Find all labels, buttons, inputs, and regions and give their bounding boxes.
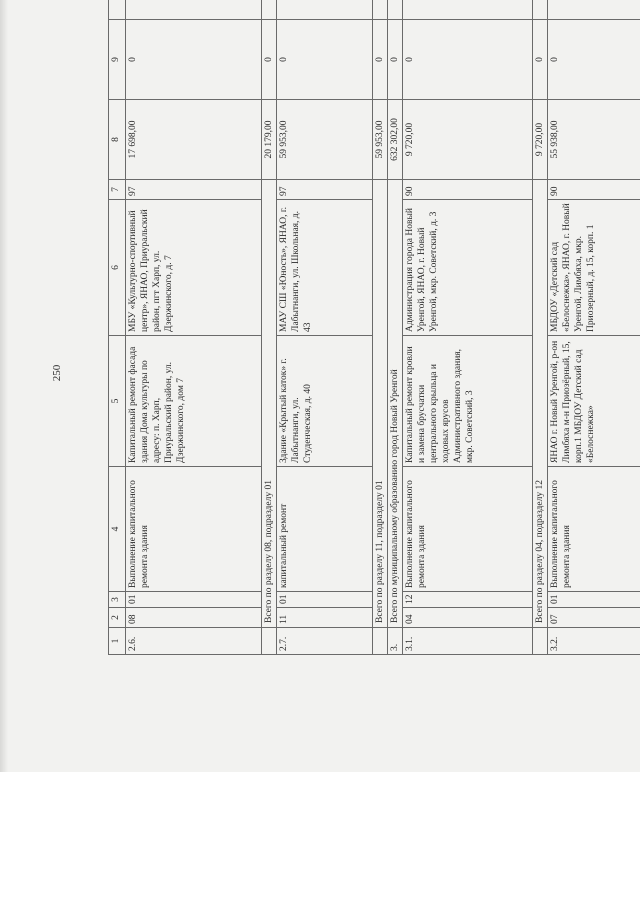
amount-cell bbox=[373, 0, 388, 20]
header-cell: 6 bbox=[109, 200, 126, 336]
row-number: 2.6. bbox=[126, 628, 262, 655]
subtotal-label: Всего по разделу 04, подразделу 12 bbox=[533, 180, 548, 628]
amount-cell bbox=[388, 0, 403, 20]
institution: МБДОУ «Детский сад «Белоснежка», ЯНАО, г. Новый Уренгой, Лимбяха, мкр. Приозерный, д. 15, корп. 1 bbox=[548, 200, 640, 336]
subtotal-label: Всего по разделу 08, подразделу 01 bbox=[262, 180, 277, 628]
scan-edge-shadow bbox=[0, 0, 8, 772]
page-number: 250 bbox=[51, 364, 63, 382]
object-description: Капитальный ремонт кровли и замена брусчатки центрального крыльца и ходовых ярусов Административного здания, мкр. Советский, 3 bbox=[403, 336, 533, 467]
amount-cell: 0 bbox=[373, 20, 388, 100]
section-code: 08 bbox=[126, 608, 262, 628]
table-header-row bbox=[109, 0, 126, 655]
amount-cell: 0 bbox=[548, 20, 640, 100]
work-type: Выполнение капитального ремонта здания bbox=[548, 467, 640, 592]
amount-cell bbox=[262, 0, 277, 20]
subtotal-amount: 59 953,00 bbox=[373, 100, 388, 180]
amount-cell: 59 953,00 bbox=[277, 100, 373, 180]
amount-cell: 0 bbox=[277, 20, 373, 100]
subsection-code: 01 bbox=[277, 592, 373, 608]
row-number: 3. bbox=[388, 628, 403, 655]
amount-cell: 17 698,00 bbox=[126, 100, 262, 180]
amount-cell: 55 938,00 bbox=[548, 100, 640, 180]
table-row bbox=[548, 0, 640, 655]
amount-cell bbox=[533, 0, 548, 20]
header-cell bbox=[109, 0, 126, 20]
institution: Администрация города Новый Уренгой, ЯНАО, г. Новый Уренгой, мкр. Советский, д. 3 bbox=[403, 200, 533, 336]
amount-cell bbox=[126, 0, 262, 20]
subtotal-row bbox=[262, 0, 277, 655]
institution: МАУ СШ «Юность», ЯНАО, г. Лабытнанги, ул. Школьная, д. 43 bbox=[277, 200, 373, 336]
code-cell: 90 bbox=[548, 180, 640, 200]
subsection-code: 01 bbox=[126, 592, 262, 608]
row-number: 3.2. bbox=[548, 628, 640, 655]
amount-cell: 0 bbox=[126, 20, 262, 100]
header-cell: 2 bbox=[109, 608, 126, 628]
header-cell: 1 bbox=[109, 628, 126, 655]
work-type: Выполнение капитального ремонта здания bbox=[126, 467, 262, 592]
subsection-code: 01 bbox=[548, 592, 640, 608]
amount-cell: 0 bbox=[533, 20, 548, 100]
work-type: капитальный ремонт bbox=[277, 467, 373, 592]
section-code: 04 bbox=[403, 608, 533, 628]
subtotal-label: Всего по разделу 11, подразделу 01 bbox=[373, 180, 388, 628]
institution: МБУ «Культурно-спортивный центр», ЯНАО, Приуральский район, пгт Харп, ул. Дзержинского, д. 7 bbox=[126, 200, 262, 336]
group-total-amount: 632 302,00 bbox=[388, 100, 403, 180]
amount-cell bbox=[548, 0, 640, 20]
section-code: 07 bbox=[548, 608, 640, 628]
code-cell: 90 bbox=[403, 180, 533, 200]
table-row bbox=[403, 0, 533, 655]
section-code: 11 bbox=[277, 608, 373, 628]
subtotal-row bbox=[373, 0, 388, 655]
code-cell: 97 bbox=[277, 180, 373, 200]
amount-cell bbox=[403, 0, 533, 20]
header-cell: 8 bbox=[109, 100, 126, 180]
amount-cell bbox=[277, 0, 373, 20]
header-cell: 5 bbox=[109, 336, 126, 467]
header-cell: 9 bbox=[109, 20, 126, 100]
header-cell: 4 bbox=[109, 467, 126, 592]
object-description: Здание «Крытый каток» г. Лабытнанги, ул. Студенческая, д. 40 bbox=[277, 336, 373, 467]
group-total-label: Всего по муниципальному образованию город Новый Уренгой bbox=[388, 180, 403, 628]
subtotal-amount: 20 179,00 bbox=[262, 100, 277, 180]
amount-cell: 9 720,00 bbox=[403, 100, 533, 180]
table-row bbox=[277, 0, 373, 655]
object-description: Капитальный ремонт фасада здания Дома культуры по адресу: п. Харп, Приуральский район, ул. Дзержинского, дом 7 bbox=[126, 336, 262, 467]
table-row bbox=[126, 0, 262, 655]
amount-cell: 0 bbox=[262, 20, 277, 100]
object-description: ЯНАО г. Новый Уренгой, р-он Лимбяха м-н Приозёрный, 15, корп.1 МБДОУ Детский сад «Белоснежка» bbox=[548, 336, 640, 467]
capital-repair-table bbox=[108, 0, 640, 655]
work-type: Выполнение капитального ремонта здания bbox=[403, 467, 533, 592]
header-cell: 3 bbox=[109, 592, 126, 608]
row-number: 3.1. bbox=[403, 628, 533, 655]
amount-cell: 0 bbox=[388, 20, 403, 100]
row-number: 2.7. bbox=[277, 628, 373, 655]
code-cell: 97 bbox=[126, 180, 262, 200]
header-cell: 7 bbox=[109, 180, 126, 200]
subtotal-row bbox=[533, 0, 548, 655]
group-total-row bbox=[388, 0, 403, 655]
subtotal-amount: 9 720,00 bbox=[533, 100, 548, 180]
subsection-code: 12 bbox=[403, 592, 533, 608]
amount-cell: 0 bbox=[403, 20, 533, 100]
